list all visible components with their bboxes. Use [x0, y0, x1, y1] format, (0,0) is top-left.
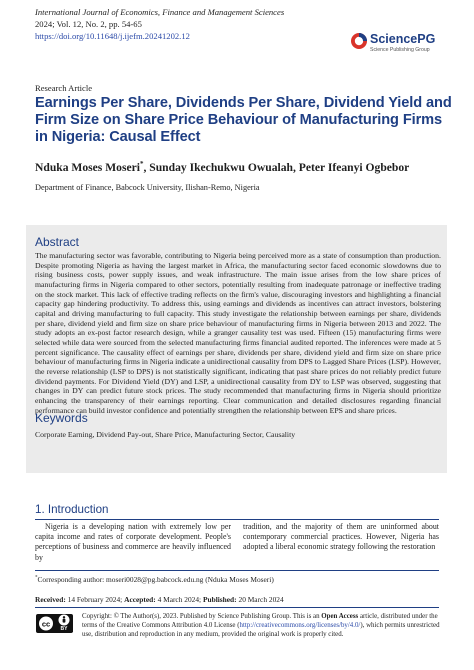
affiliation: Department of Finance, Babcock University, Ilishan-Remo, Nigeria	[35, 183, 260, 192]
section-divider	[35, 519, 439, 520]
article-dates	[35, 595, 284, 604]
copyright-text-3: ), which permits unrestricted use, distribution and reproduction in any medium, provided the original work is properly cited.	[82, 622, 440, 638]
published-date: 20 March 2024	[238, 595, 284, 604]
corresponding-author-note[interactable]: Corresponding author: moseri0028@pg.babcock.edu.ng (Nduka Moses Moseri)	[37, 575, 274, 584]
copyright-text-1: Copyright: © The Author(s), 2023. Published by Science Publishing Group. This is an	[82, 613, 322, 620]
copyright-text-2: article, distributed under the terms of the Creative Commons Attribution 4.0 License (	[82, 613, 438, 629]
creative-commons-icon	[37, 614, 55, 633]
article-type: Research Article	[35, 83, 93, 93]
published-label: Published:	[202, 595, 237, 604]
accepted-date: 4 March 2024;	[157, 595, 202, 604]
publisher-name: SciencePG	[370, 32, 436, 46]
keywords-text: Corporate Earning, Dividend Pay-out, Share Price, Manufacturing Sector, Causality	[35, 430, 296, 439]
license-link[interactable]: http://creativecommons.org/licenses/by/4.0/	[239, 622, 361, 629]
dates-divider	[35, 607, 439, 608]
corresponding-mark: *	[139, 160, 144, 168]
keywords-heading: Keywords	[35, 411, 88, 425]
publisher-subtitle: Science Publishing Group	[370, 47, 430, 53]
author-corresponding: Nduka Moses Moseri	[35, 160, 140, 174]
received-label: Received:	[35, 595, 66, 604]
introduction-heading: 1. Introduction	[35, 503, 109, 516]
author-others: , Sunday Ikechukwu Owualah, Peter Ifeanyi Ogbebor	[143, 160, 410, 174]
doi-link[interactable]: https://doi.org/10.11648/j.ijefm.20241202.12	[35, 31, 190, 41]
intro-right-column: tradition, and the majority of them are uninformed about contemporary commercial practices. However, Nigeria has adopted a liberal economic strategy following the restoration	[243, 522, 439, 552]
sciencepg-logo-icon	[350, 32, 368, 50]
footnote	[35, 575, 274, 584]
footnote-mark: *	[35, 575, 38, 581]
received-date: 14 February 2024;	[67, 595, 123, 604]
publisher-logo	[350, 28, 450, 58]
by-label: BY	[55, 626, 73, 632]
footnote-divider	[35, 570, 439, 571]
journal-header	[35, 6, 335, 42]
cc-by-license-icon[interactable]	[36, 614, 73, 633]
abstract-heading: Abstract	[35, 235, 80, 249]
abstract-text: The manufacturing sector was favorable, contributing to Nigeria being perceived more as a state of consumption than production. Despite promoting Nigeria as having the largest market in Africa, the manufacturing sector faced economic slowdowns due to rising business costs, power supply issues, and weak infrastructure. The main issue arises from the low share prices of manufacturing firms in Nigeria compared to other sectors, potentially resulting from inadequate patronage or ineffective trading on the stock market. This lack of effective trading reflects on the firm's value, discouraging investors and highlighting a financial capacity gap hindering productivity. To address this, using earnings and dividends as incentives can attract investors, bolstering capital and driving manufacturing to full capacity. This study investigate the relationship between earnings per share, dividends per share, dividend yield and firm size on share price behaviour of manufacturing firms in Nigeria between 2013 and 2022. The study adopts an ex-post factor research design, while a granger causality test was used. Fifteen (15) manufacturing firms were selected while data were sourced from the selected manufacturing firms financial audited reported. The inferences were made at 5 percent significance. The causality effect of earnings per share, dividends per share, dividend yield and firm size on share price behaviour of manufacturing firms in Nigeria indicate a unidirectional causality from DPS to Lagged Share Prices (LSP). However, the reverse relationship (LSP to DPS) is not statistically significant, indicating that past share prices do not reliably predict future dividend payments. For Dividend Yield (DY) and LSP, a unidirectional causality from DY to LSP was observed, suggesting that changes in DY can predict future stock prices. The study recommended that manufacturing firms in Nigeria should prioritize enhancing the transparency of their earnings reporting. Clear communication and detailed disclosures regarding financial performance can build investor confidence and potentially strengthen the relationship between EPS and share prices.	[35, 251, 441, 415]
accepted-label: Accepted:	[124, 595, 156, 604]
journal-name: International Journal of Economics, Finance and Management Sciences	[35, 7, 285, 17]
cc-text: cc	[41, 619, 51, 629]
author-list	[35, 160, 409, 174]
copyright-notice	[82, 612, 442, 639]
article-title: Earnings Per Share, Dividends Per Share, Dividend Yield and Firm Size on Share Price Behaviour of Manufacturing Firms in Nigeria: Causal Effect	[35, 95, 452, 145]
journal-issue: 2024; Vol. 12, No. 2, pp. 54-65	[35, 19, 142, 29]
open-access-label: Open Access	[321, 613, 359, 620]
attribution-person-icon	[57, 614, 71, 626]
intro-left-column: Nigeria is a developing nation with extremely low per capita income and rates of corporate development. People's perceptions of business and commerce are heavily influenced by	[35, 522, 231, 562]
